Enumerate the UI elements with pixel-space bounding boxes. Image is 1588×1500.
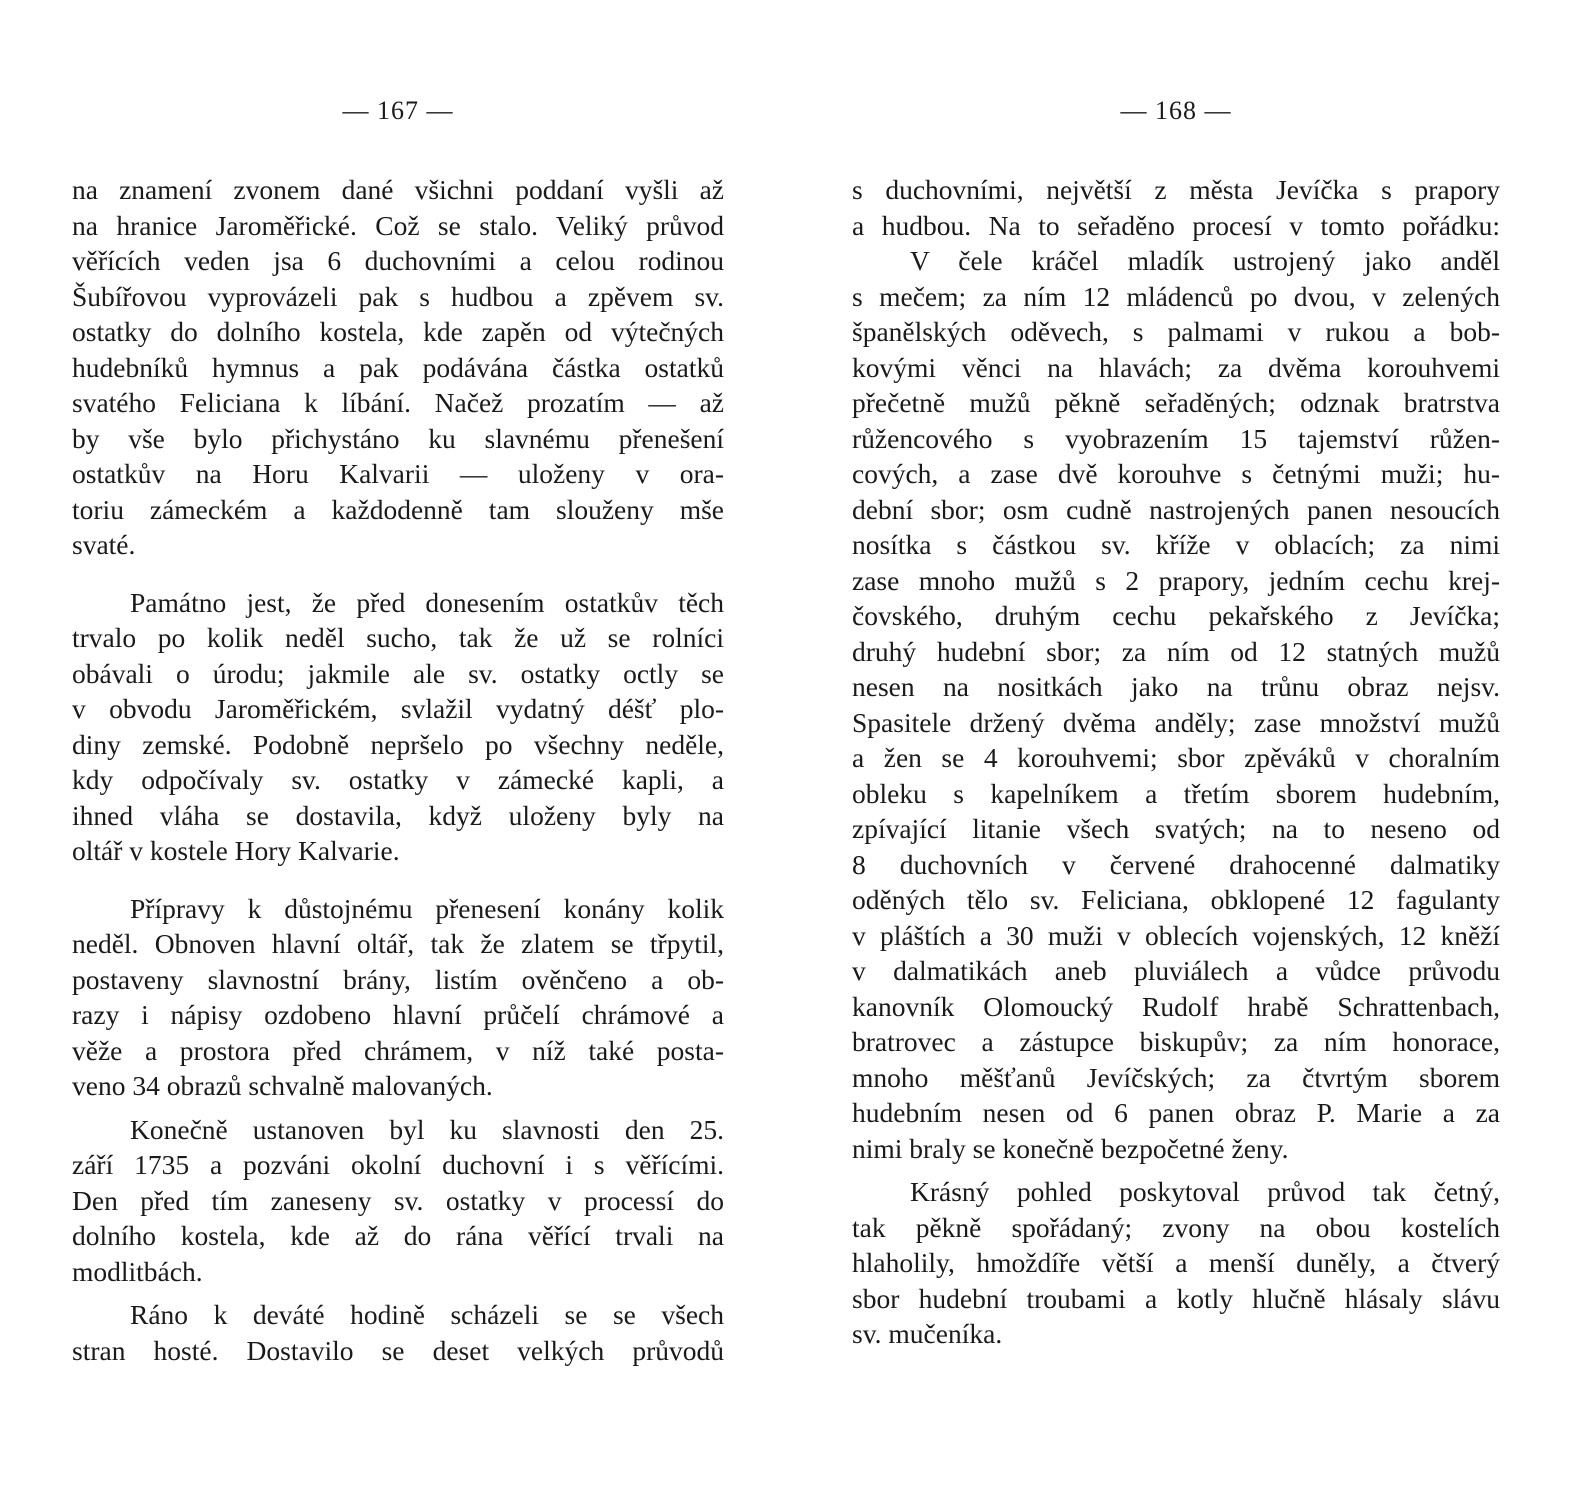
paragraph (852, 172, 1500, 243)
paragraph (72, 585, 724, 869)
text-line: s mečem; za ním 12 mládenců po dvou, v zelených (852, 280, 1500, 312)
text-line: sv. mučeníka. (852, 1318, 1003, 1349)
text-line: v pláštích a 30 muži v oblecích vojenských, 12 kněží (852, 919, 1500, 951)
text-line: sbor hudební troubami a kotly hlučně hlásaly slávu (852, 1282, 1500, 1314)
text-line: září 1735 a pozváni okolní duchovní i s věřícími. (72, 1149, 724, 1180)
text-line: s duchovními, největší z města Jevíčka s prapory (852, 174, 1500, 205)
text-line: Přípravy k důstojnému přenesení konány kolik (130, 892, 724, 924)
text-line: tak pěkně spořádaný; zvony na obou kostelích (852, 1211, 1500, 1243)
text-line: stran hosté. Dostavilo se deset velkých průvodů (72, 1334, 724, 1366)
text-line: Ráno k deváté hodině scházeli se se všech (130, 1299, 724, 1330)
text-line: dolního kostela, kde až do rána věřící trvali na (72, 1220, 724, 1251)
text-line: toriu zámeckém a každodenně tam slouženy mše (72, 493, 724, 525)
text-line: na znamení zvonem dané všichni poddaní vyšli až (72, 174, 724, 205)
text-line: věřících veden jsa 6 duchovními a celou rodinou (72, 245, 724, 276)
text-line: Památno jest, že před donesením ostatkův těch (130, 586, 724, 618)
text-line: obávali o úrodu; jakmile ale sv. ostatky octly se (72, 657, 724, 689)
text-line: ostatkův na Horu Kalvarii — uloženy v ora- (72, 458, 724, 489)
text-line: nesen na nositkách jako na trůnu obraz nejsv. (852, 671, 1500, 702)
text-line: by vše bylo přichystáno ku slavnému přenešení (72, 422, 724, 454)
text-line: růžencového s vyobrazením 15 tajemství růžen- (852, 422, 1500, 454)
text-line: dební sbor; osm cudně nastrojených panen nesoucích (852, 493, 1500, 525)
paragraph (72, 891, 724, 1104)
text-line: zpívající litanie všech svatých; na to neseno od (852, 813, 1500, 844)
text-line: v obvodu Jaroměřickém, svlažil vydatný déšť plo- (72, 693, 724, 724)
text-line: kovými věnci na hlavách; za dvěma korouhvemi (852, 351, 1500, 383)
paragraph (72, 172, 724, 563)
text-line: kdy odpočívaly sv. ostatky v zámecké kapli, a (72, 764, 724, 795)
page-number-left: — 167 — (342, 96, 454, 125)
text-line: bratrovec a zástupce biskupův; za ním honorace, (852, 1026, 1500, 1057)
text-line: Konečně ustanoven byl ku slavnosti den 25. (130, 1113, 724, 1145)
text-line: zase mnoho mužů s 2 prapory, jedním cechu krej- (852, 564, 1500, 596)
text-line: neděl. Obnoven hlavní oltář, tak že zlatem se třpytil, (72, 928, 724, 959)
text-line: postaveny slavnostní brány, listím ověnčeno a ob- (72, 963, 724, 995)
text-line: oltář v kostele Hory Kalvarie. (72, 835, 400, 866)
text-line: svaté. (72, 529, 136, 560)
text-line: Den před tím zaneseny sv. ostatky v processí do (72, 1184, 724, 1216)
text-line: a hudbou. Na to seřaděno procesí v tomto pořádku: (852, 209, 1500, 241)
text-line: cových, a zase dvě korouhve s četnými muži; hu- (852, 458, 1500, 489)
text-line: věže a prostora před chrámem, v níž také posta- (72, 1034, 724, 1066)
text-line: diny zemské. Podobně nepršelo po všechny neděle, (72, 728, 724, 760)
text-line: svatého Feliciana k líbání. Načež prozatím — až (72, 387, 724, 418)
text-line: V čele kráčel mladík ustrojený jako anděl (910, 245, 1500, 276)
page-number-right: — 168 — (1120, 96, 1232, 125)
text-line: hudebním nesen od 6 panen obraz P. Marie a za (852, 1097, 1500, 1128)
text-line: čovského, druhým cechu pekařského z Jevíčka; (852, 600, 1500, 631)
text-line: na hranice Jaroměřické. Což se stalo. Veliký průvod (72, 209, 724, 241)
text-line: mnoho měšťanů Jevíčských; za čtvrtým sborem (852, 1061, 1500, 1093)
text-line: kanovník Olomoucký Rudolf hrabě Schrattenbach, (852, 990, 1500, 1022)
text-line: nimi braly se konečně bezpočetné ženy. (852, 1132, 1289, 1164)
text-line: Spasitele držený dvěma anděly; zase množství mužů (852, 706, 1500, 738)
left-page (72, 96, 724, 1368)
text-line: modlitbách. (72, 1255, 203, 1287)
text-line: nosítka s částkou sv. kříže v oblacích; za nimi (852, 529, 1500, 560)
paragraph (72, 1112, 724, 1290)
text-line: veno 34 obrazů schvalně malovaných. (72, 1070, 493, 1101)
text-line: Šubířovou vyprovázeli pak s hudbou a zpěvem sv. (72, 280, 724, 312)
paragraph (72, 1297, 724, 1368)
text-line: ostatky do dolního kostela, kde zapěn od výtečných (72, 316, 724, 347)
text-line: hlaholily, hmoždíře větší a menší duněly, a čtverý (852, 1247, 1500, 1278)
paragraph (852, 243, 1500, 1166)
right-page (852, 96, 1500, 1352)
text-line: trvalo po kolik neděl sucho, tak že už se rolníci (72, 622, 724, 653)
text-line: španělských oděvech, s palmami v rukou a bob- (852, 316, 1500, 347)
text-line: razy i nápisy ozdobeno hlavní průčelí chrámové a (72, 999, 724, 1030)
text-line: Krásný pohled poskytoval průvod tak četný, (910, 1176, 1500, 1207)
text-line: druhý hudební sbor; za ním od 12 statných mužů (852, 635, 1500, 667)
text-line: obleku s kapelníkem a třetím sborem hudebním, (852, 777, 1500, 809)
text-line: přečetně mužů pěkně seřaděných; odznak bratrstva (852, 387, 1500, 418)
text-line: v dalmatikách aneb pluviálech a vůdce průvodu (852, 955, 1500, 986)
text-line: 8 duchovních v červené drahocenné dalmatiky (852, 848, 1500, 880)
text-line: a žen se 4 korouhvemi; sbor zpěváků v choralním (852, 742, 1500, 773)
text-line: ihned vláha se dostavila, když uloženy byly na (72, 799, 724, 831)
text-line: hudebníků hymnus a pak podávána částka ostatků (72, 351, 724, 383)
paragraph (852, 1174, 1500, 1352)
text-line: oděných tělo sv. Feliciana, obklopené 12 fagulanty (852, 884, 1500, 915)
